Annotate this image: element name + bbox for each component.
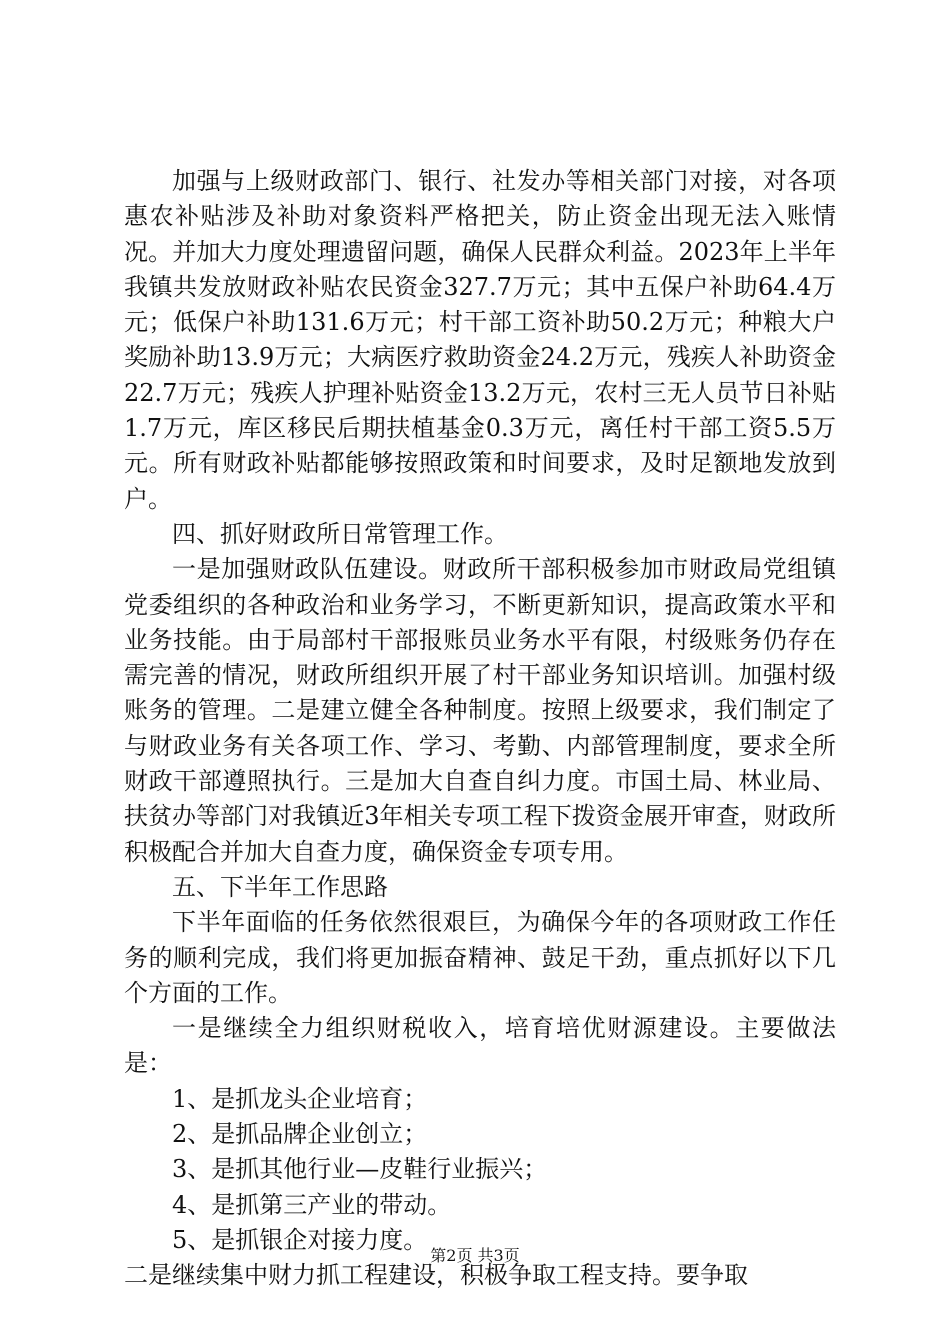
- list-item: 4、是抓第三产业的带动。: [172, 1190, 452, 1219]
- paragraph-management-work: 一是加强财政队伍建设。财政所干部积极参加市财政局党组镇党委组织的各种政治和业务学习，不断更新知识，提高政策水平和业务技能。由于局部村干部报账员业务水平有限，村级账务仍存在需完善的情况，财政所组织开展了村干部业务知识培训。加强村级账务的管理。二是建立健全各种制度。按照上级要求，我们制定了与财政业务有关各项工作、学习、考勤、内部管理制度，要求全所财政干部遵照执行。三是加大自查自纠力度。市国土局、林业局、扶贫办等部门对我镇近3年相关专项工程下拨资金展开审查，财政所积极配合并加大自查力度，确保资金专项专用。: [124, 555, 836, 866]
- list-item: 5、是抓银企对接力度。: [172, 1225, 428, 1254]
- section-heading-daily-management: 四、抓好财政所日常管理工作。: [172, 519, 508, 548]
- section-heading-second-half-plan: 五、下半年工作思路: [172, 872, 388, 901]
- document-body: [124, 164, 836, 1294]
- paragraph-revenue-measures: 一是继续全力组织财税收入，培育培优财源建设。主要做法是：: [124, 1014, 836, 1078]
- paragraph-project-construction: 二是继续集中财力抓工程建设，积极争取工程支持。要争取: [124, 1261, 748, 1290]
- page-number: 第2页 共3页: [430, 1246, 520, 1265]
- list-item: 1、是抓龙头企业培育；: [172, 1084, 428, 1113]
- paragraph-subsidy-summary: 加强与上级财政部门、银行、社发办等相关部门对接，对各项惠农补贴涉及补助对象资料严格把关，防止资金出现无法入账情况。并加大力度处理遗留问题，确保人民群众利益。2023年上半年我镇共发放财政补贴农民资金327.7万元；其中五保户补助64.4万元；低保户补助131.6万元；村干部工资补助50.2万元；种粮大户奖励补助13.9万元；大病医疗救助资金24.2万元，残疾人补助资金22.7万元；残疾人护理补贴资金13.2万元，农村三无人员节日补贴1.7万元，库区移民后期扶植基金0.3万元，离任村干部工资5.5万元。所有财政补贴都能够按照政策和时间要求，及时足额地发放到户。: [124, 167, 836, 513]
- paragraph-second-half-intro: 下半年面临的任务依然很艰巨，为确保今年的各项财政工作任务的顺利完成，我们将更加振奋精神、鼓足干劲，重点抓好以下几个方面的工作。: [124, 908, 836, 1007]
- list-item: 3、是抓其他行业—皮鞋行业振兴；: [172, 1155, 548, 1184]
- list-item: 2、是抓品牌企业创立；: [172, 1120, 428, 1149]
